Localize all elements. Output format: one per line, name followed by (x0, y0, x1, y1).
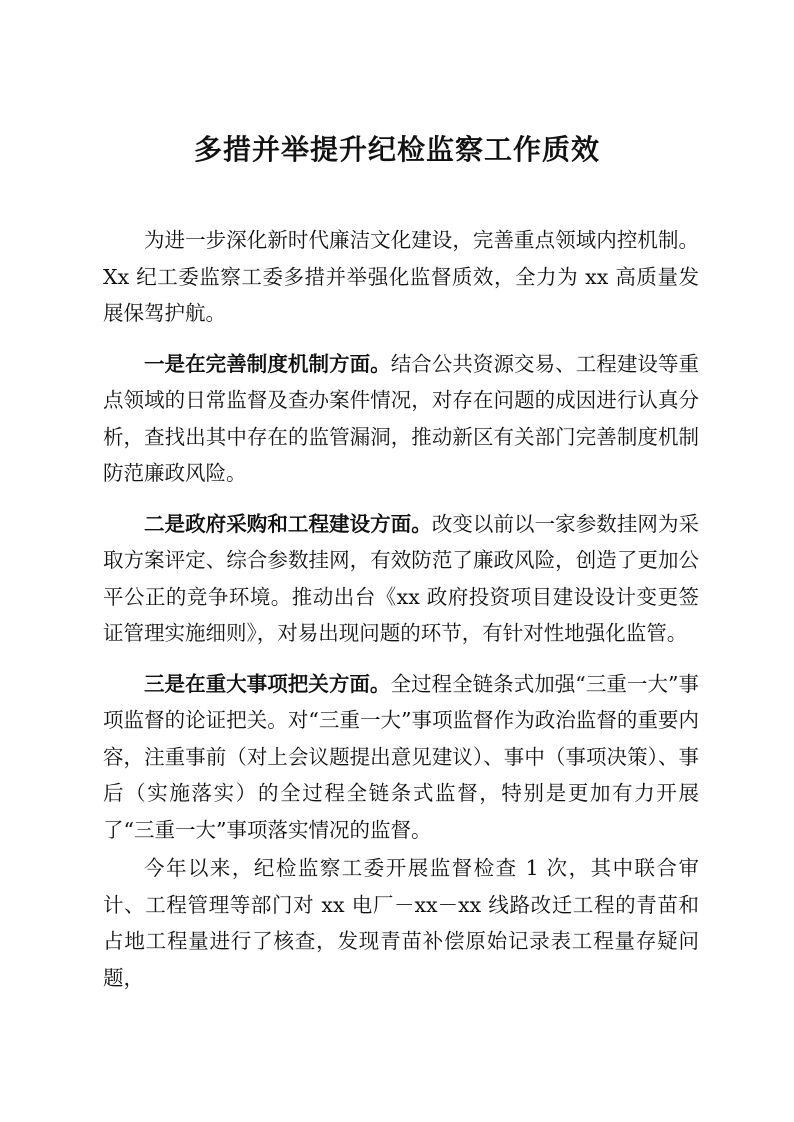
section-lead-1: 一是在完善制度机制方面。 (144, 351, 391, 376)
document-title: 多措并举提升纪检监察工作质效 (193, 133, 600, 166)
section-text-2: 改变以前以一家参数挂网为采取方案评定、综合参数挂网，有效防范了廉政风险，创造了更加公平公正的竞争环境。推动出台《xx 政府投资项目建设设计变更签证管理实施细则》，对易出现问题的环节，有针对性地强化监管。 (103, 511, 700, 645)
section-text-3: 全过程全链条式加强“三重一大”事项监督的论证把关。对“三重一大”事项监督作为政治监督的重要内容，注重事前（对上会议题提出意见建议）、事中（事项决策）、事后（实施落实）的全过程全链条式监督，特别是更加有力开展了“三重一大”事项落实情况的监督。 (103, 671, 700, 842)
section-text-1: 结合公共资源交易、工程建设等重点领域的日常监督及查办案件情况，对存在问题的成因进行认真分析，查找出其中存在的监管漏洞，推动新区有关部门完善制度机制防范廉政风险。 (103, 351, 700, 485)
section-paragraph-1 (103, 346, 699, 492)
document-body (103, 222, 699, 996)
section-paragraph-3 (103, 666, 699, 849)
closing-paragraph: 今年以来，纪检监察工委开展监督检查 1 次，其中联合审计、工程管理等部门对 xx 电厂－xx－xx 线路改迁工程的青苗和占地工程量进行了核查，发现青苗补偿原始记录表工程量存疑问题， (103, 856, 699, 990)
section-lead-3: 三是在重大事项把关方面。 (144, 671, 391, 696)
section-lead-2: 二是政府采购和工程建设方面。 (144, 511, 432, 536)
section-paragraph-2 (103, 506, 699, 652)
intro-paragraph: 为进一步深化新时代廉洁文化建设，完善重点领域内控机制。Xx 纪工委监察工委多措并举强化监督质效，全力为 xx 高质量发展保驾护航。 (103, 228, 699, 325)
